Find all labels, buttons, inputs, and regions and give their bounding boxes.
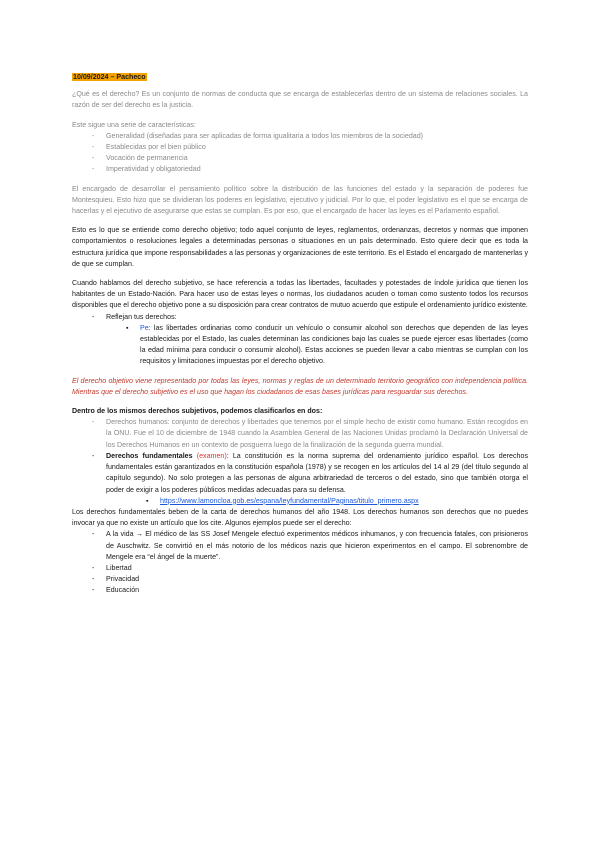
characteristics-title: Este sigue una serie de características: (72, 120, 196, 129)
list-item: - Establecidas por el bien público (92, 142, 528, 153)
list-item: - Libertad (92, 563, 528, 574)
list-item (92, 312, 528, 368)
examples-list (72, 529, 528, 596)
example-text: las libertades ordinarias como conducir un vehículo o consumir alcohol son derechos que dependen de las leyes establecidas por el Estado, las cuales determinan las condiciones bajo las cuales se puede ejercer esas libertades (como la edad mínima para conducir o consumir alcohol). Estas acciones se pueden llevar a cabo mientras se cumplan con los requisitos y limitaciones impuestas por el derecho objetivo. (140, 323, 528, 366)
list-item: - A la vida → El médico de las SS Josef Mengele efectuó experimentos médicos inhumanos, y con frecuencia fatales, con prisioneros de Auschwitz. Se convirtió en el más notorio de los médicos nazis que hicieron experimentos en el campo. El sobrenombre de Mengele era “el ángel de la muerte”. (92, 529, 528, 563)
example-list (106, 323, 528, 368)
list-item: - Generalidad (diseñadas para ser aplicadas de forma igualitaria a todos los miembros de la sociedad) (92, 131, 528, 142)
list-item: - Educación (92, 585, 528, 596)
date-author-highlight: 10/09/2024 – Pacheco (73, 73, 146, 81)
example-prefix: Pe: (140, 323, 151, 332)
intro-question: ¿Qué es el derecho? Es un conjunto de normas de conducta que se encarga de establecerlas dentro de un sistema de relaciones sociales. La razón de ser del derecho es la justicia. (72, 90, 528, 110)
reflect-list (72, 312, 528, 368)
document-page (72, 72, 528, 597)
exam-tag: (examen) (196, 451, 227, 460)
list-item (146, 496, 528, 507)
reflect-label: Reflejan tus derechos: (106, 312, 177, 321)
closing-paragraph: Los derechos fundamentales beben de la carta de derechos humanos del año 1948. Los derechos humanos son derechos que no puedes invocar ya que no existe un artículo que los cite. Algunos ejemplos puede ser el derecho: (72, 507, 528, 528)
classification-title: Dentro de los mismos derechos subjetivos, podemos clasificarlos en dos: (72, 407, 323, 416)
characteristics-list (72, 131, 528, 176)
date-author-heading (72, 72, 528, 83)
list-item: - Imperatividad y obligatoriedad (92, 164, 528, 175)
list-item: - Derechos humanos: conjunto de derechos y libertades que tenemos por el simple hecho de existir como humano. Están recogidos en la ONU. Fue el 10 de diciembre de 1948 cuando la Asamblea General de las Naciones Unidas proclamó la Declaración Universal de los Derechos Humanos en un contexto de posguerra luego de la finalización de la segunda guerra mundial. (92, 417, 528, 451)
link-list (106, 496, 528, 507)
classification-list (72, 417, 528, 507)
list-item: - Vocación de permanencia (92, 153, 528, 164)
list-item: - Privacidad (92, 574, 528, 585)
list-item (126, 323, 528, 368)
montesquieu-paragraph: El encargado de desarrollar el pensamiento político sobre la distribución de las funciones del estado y la separación de poderes fue Montesquieu. Esto hizo que se dividieran los poderes en legislativo, ejecutivo y judicial. Por lo que, el poder legislativo es el que se encarga de hacerlas y el ejecutivo de asegurarse que estas se cumplan. Es por eso, que el encargado de hacer las leyes es el Parlamento español. (72, 184, 528, 216)
list-item (92, 451, 528, 507)
objective-law-paragraph: Esto es lo que se entiende como derecho objetivo; todo aquel conjunto de leyes, reglamentos, ordenanzas, decretos y normas que imponen comportamientos o resoluciones legales a determinadas personas o situaciones en un país determinado. Esto quiere decir que es toda la estructura jurídica que impone responsabilidades a las personas y organizaciones de este territorio. Es el Estado el encargado de mantenerlas y de que se cumplan. (72, 226, 528, 268)
fundamental-text: : La constitución es la norma suprema del ordenamiento jurídico español. Los derechos fundamentales están garantizados en la constitución española (1978) y se recogen en los artículos del 14 al 29 (del título segundo al capítulo segundo). No solo protegen a las personas de alguna arbitrariedad de terceros o del estado, sino que también otorga el poder de exigir a los poderes públicos medidas adecuadas para su defensa. (106, 451, 528, 494)
fundamental-label: Derechos fundamentales (106, 451, 197, 460)
highlight-note: El derecho objetivo viene representado por todas las leyes, normas y reglas de un determinado territorio geográfico con independencia política. Mientras que el derecho subjetivo es el uso que hagan los ciudadanos de esas bases jurídicas para resguardar sus derechos. (72, 376, 528, 396)
subjective-law-paragraph: Cuando hablamos del derecho subjetivo, se hace referencia a todas las libertades, facultades y potestades de índole jurídica que tienen los habitantes de un Estado-Nación. Para hacer uso de estas leyes o normas, los ciudadanos acuden o toman como sustento todos los recursos disponibles que el derecho objetivo pone a su disposición para crear contratos de mutuo acuerdo que estipule el ordenamiento jurídico existente. (72, 279, 528, 310)
constitution-link[interactable]: https://www.lamoncloa.gob.es/espana/leyfundamental/Paginas/titulo_primero.aspx (160, 496, 419, 505)
